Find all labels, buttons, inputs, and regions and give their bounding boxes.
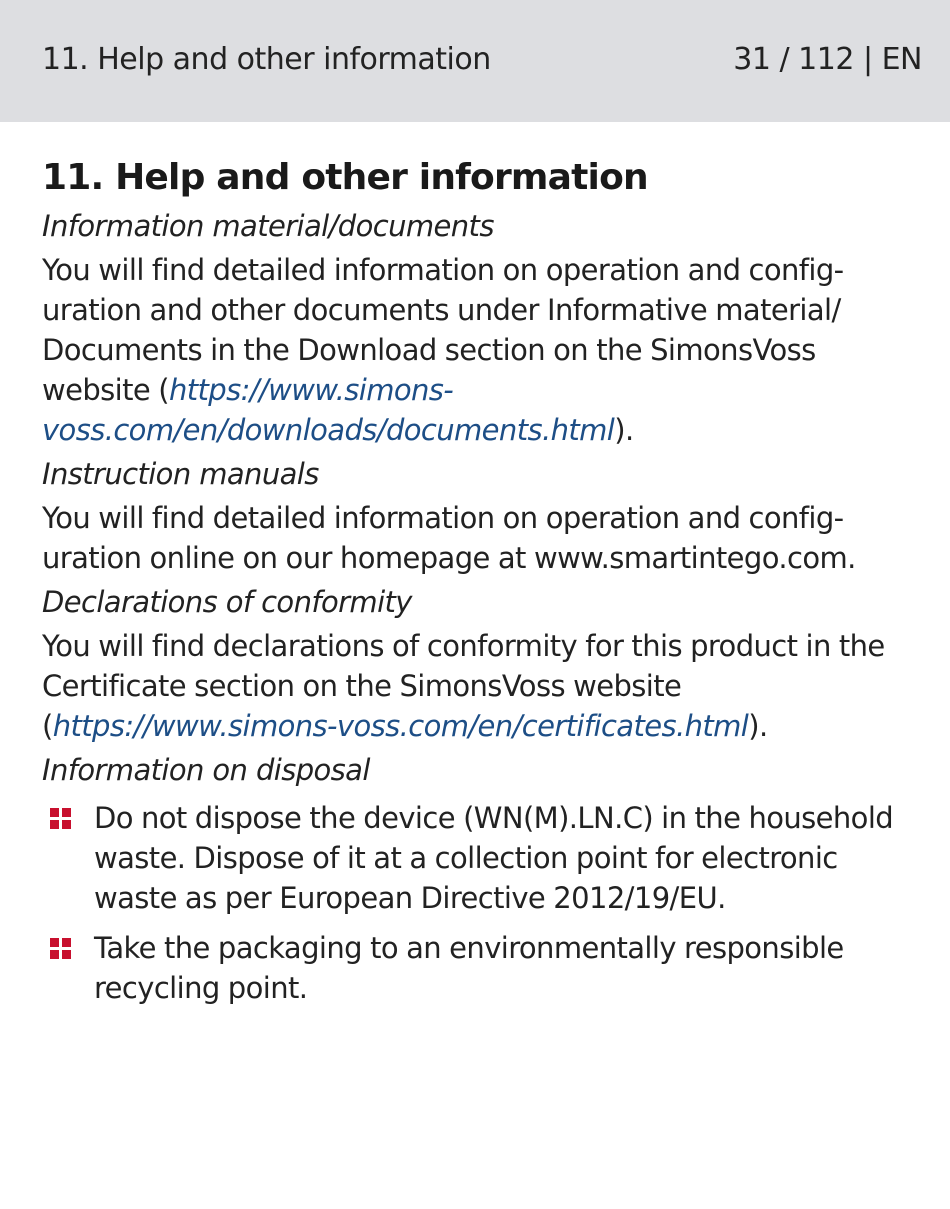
page-indicator: 31 / 112 | EN	[733, 42, 922, 77]
info-material-text-end: ).	[614, 413, 634, 447]
list-item	[42, 798, 917, 918]
red-square-bullet-icon	[50, 808, 72, 830]
downloads-link[interactable]: https://www.simons-voss.com/en/downloads/documents.html	[42, 373, 615, 447]
conformity-paragraph	[42, 626, 917, 746]
list-item-text: Take the packaging to an environmentally responsible recycling point.	[94, 931, 844, 1005]
red-square-bullet-icon	[50, 938, 72, 960]
list-item	[42, 928, 917, 1008]
instruction-manuals-paragraph: You will find detailed information on operation and configuration online on our homepage at www.smartintego.com.	[42, 501, 856, 575]
instruction-manuals-subheading: Instruction manuals	[42, 457, 319, 491]
conformity-subheading: Declarations of conformity	[42, 585, 412, 619]
section-heading: 11. Help and other information	[42, 157, 648, 198]
info-material-subheading: Information material/documents	[42, 209, 494, 243]
disposal-list	[42, 798, 917, 1008]
certificates-link[interactable]: https://www.simons-voss.com/en/certificates.html	[52, 709, 749, 743]
conformity-text-end: ).	[748, 709, 768, 743]
disposal-subheading: Information on disposal	[42, 753, 370, 787]
document-content	[42, 154, 917, 1018]
info-material-paragraph	[42, 250, 917, 450]
conformity-text: You will find declarations of conformity for this product in the Certificate section on the SimonsVoss website (	[42, 629, 885, 743]
page-header	[0, 0, 950, 122]
header-title: 11. Help and other information	[42, 42, 491, 77]
list-item-text: Do not dispose the device (WN(M).LN.C) in the household waste. Dispose of it at a collection point for electronic waste as per European Directive 2012/19/EU.	[94, 801, 894, 915]
info-material-text: You will find detailed information on operation and configuration and other documents under Informative material/​Documents in the Download section on the SimonsVoss website (	[42, 253, 845, 407]
